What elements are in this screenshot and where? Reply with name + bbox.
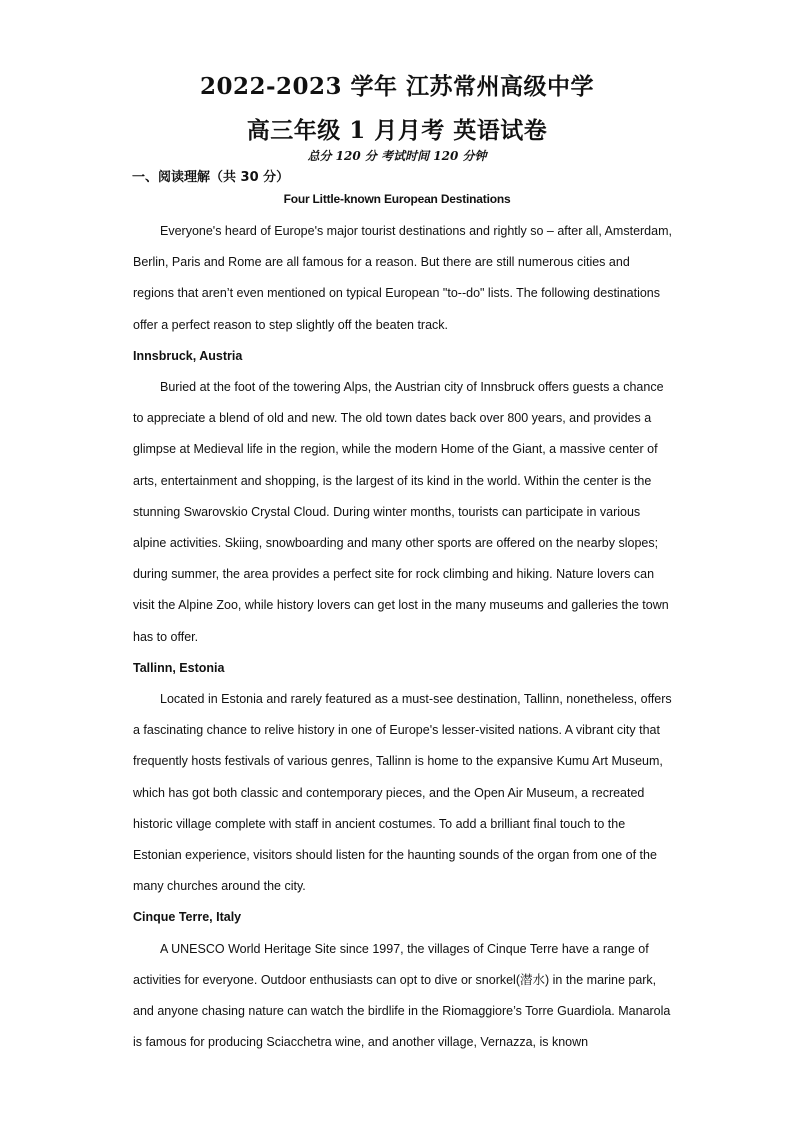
destination-heading: Cinque Terre, Italy — [133, 910, 242, 925]
section-heading: 一、阅读理解（共 30 分） — [132, 170, 290, 185]
passage-body — [133, 216, 673, 1058]
destination-paragraph: Buried at the foot of the towering Alps, the Austrian city of Innsbruck offers guests a chance to appreciate a blend of old and new. The old town dates back over 800 years, and provides a glimpse at Medieval life in the region, while the modern Home of the Giant, a massive center of arts, entertainment and shopping, is the largest of its kind in the world. Within the center is the stunning Swarovskio Crystal Cloud. During winter months, tourists can participate in various alpine activities. Skiing, snowboarding and many other sports are offered on the nearby slopes; during summer, the area provides a perfect site for rock climbing and hiking. Nature lovers can visit the Alpine Zoo, while history lovers can get lost in the many museums and galleries the town has to offer. — [133, 380, 669, 644]
exam-title-line1: 2022-2023 学年 江苏常州高级中学 — [199, 73, 595, 100]
passage-title: Four Little-known European Destinations — [283, 192, 511, 206]
destination-heading: Innsbruck, Austria — [133, 348, 243, 363]
exam-subtitle: 总分 120 分 考试时间 120 分钟 — [307, 149, 487, 163]
passage-intro: Everyone's heard of Europe's major tourist destinations and rightly so – after all, Amsterdam, Berlin, Paris and Rome are all famous for a reason. But there are still numerous cities and regions that aren’t even mentioned on typical European "to--do" lists. The following destinations offer a perfect reason to step slightly off the beaten track. — [133, 224, 672, 332]
exam-title-line2: 高三年级 1 月月考 英语试卷 — [246, 117, 548, 144]
destination-heading: Tallinn, Estonia — [133, 660, 225, 675]
destination-paragraph: Located in Estonia and rarely featured as a must-see destination, Tallinn, nonetheless, offers a fascinating chance to relive history in one of Europe's lesser-visited nations. A vibrant city that frequently hosts festivals of various genres, Tallinn is home to the expansive Kumu Art Museum, which has got both classic and contemporary pieces, and the Open Air Museum, a recreated historic village complete with staff in ancient costumes. To add a brilliant final touch to the Estonian experience, visitors should listen for the haunting sounds of the organ from one of the many churches around the city. — [133, 692, 672, 894]
destination-paragraph: A UNESCO World Heritage Site since 1997, the villages of Cinque Terre have a range of activities for everyone. Outdoor enthusiasts can opt to dive or snorkel(潜水) in the marine park, and anyone chasing nature can watch the birdlife in the Riomaggiore’s Torre Guardiola. Manarola is famous for producing Sciacchetra wine, and another village, Vernazza, is known — [133, 941, 671, 1050]
